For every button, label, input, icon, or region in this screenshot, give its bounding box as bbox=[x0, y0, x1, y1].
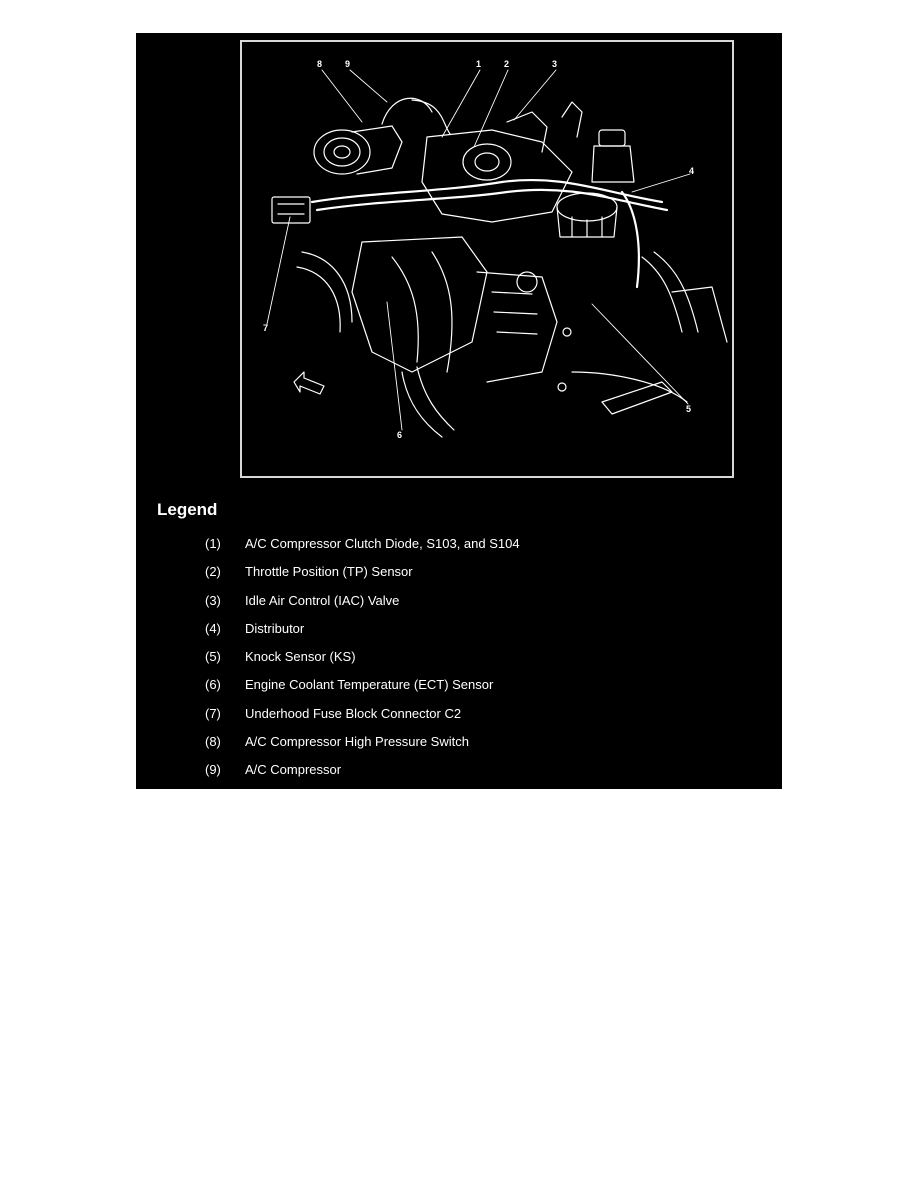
fuse-block-connector-shape bbox=[272, 197, 310, 223]
callout-2: 2 bbox=[504, 59, 510, 69]
legend-item-number: (8) bbox=[205, 734, 221, 749]
engine-component-illustration bbox=[240, 40, 734, 478]
engine-block-shape bbox=[352, 237, 571, 391]
front-direction-arrow-icon bbox=[294, 372, 324, 394]
legend-title: Legend bbox=[157, 500, 218, 519]
diagram-panel bbox=[136, 33, 782, 789]
legend-item-number: (7) bbox=[205, 706, 221, 721]
callout-9: 9 bbox=[345, 59, 351, 69]
legend-item-number: (9) bbox=[205, 762, 221, 777]
legend-item-label: A/C Compressor Clutch Diode, S103, and S104 bbox=[245, 536, 520, 551]
callout-5: 5 bbox=[686, 404, 692, 414]
legend-item-number: (6) bbox=[205, 677, 221, 692]
callout-6: 6 bbox=[397, 430, 403, 440]
callout-3: 3 bbox=[552, 59, 558, 69]
radiator-hose-shape bbox=[572, 252, 727, 414]
legend-item-label: Knock Sensor (KS) bbox=[245, 649, 356, 664]
legend-item-label: Underhood Fuse Block Connector C2 bbox=[245, 706, 462, 721]
callout-4: 4 bbox=[689, 166, 695, 176]
legend-item-label: Distributor bbox=[245, 621, 305, 636]
legend-item-label: A/C Compressor bbox=[245, 762, 342, 777]
legend-item-number: (3) bbox=[205, 593, 221, 608]
callout-leaders bbox=[267, 70, 690, 430]
engine-line-drawing bbox=[242, 42, 732, 476]
legend-item-label: Idle Air Control (IAC) Valve bbox=[245, 593, 400, 608]
exhaust-pipe-shape bbox=[297, 252, 454, 437]
legend-item-label: A/C Compressor High Pressure Switch bbox=[245, 734, 469, 749]
distributor-shape bbox=[557, 193, 617, 237]
legend-item-number: (1) bbox=[205, 536, 221, 551]
legend-item-number: (2) bbox=[205, 564, 221, 579]
legend-item-number: (5) bbox=[205, 649, 221, 664]
legend-item-label: Throttle Position (TP) Sensor bbox=[245, 564, 413, 579]
reservoir-cap-shape bbox=[592, 130, 634, 182]
callout-7: 7 bbox=[263, 323, 269, 333]
legend-item-label: Engine Coolant Temperature (ECT) Sensor bbox=[245, 677, 494, 692]
callout-8: 8 bbox=[317, 59, 323, 69]
legend-item-number: (4) bbox=[205, 621, 221, 636]
callout-1: 1 bbox=[476, 59, 482, 69]
